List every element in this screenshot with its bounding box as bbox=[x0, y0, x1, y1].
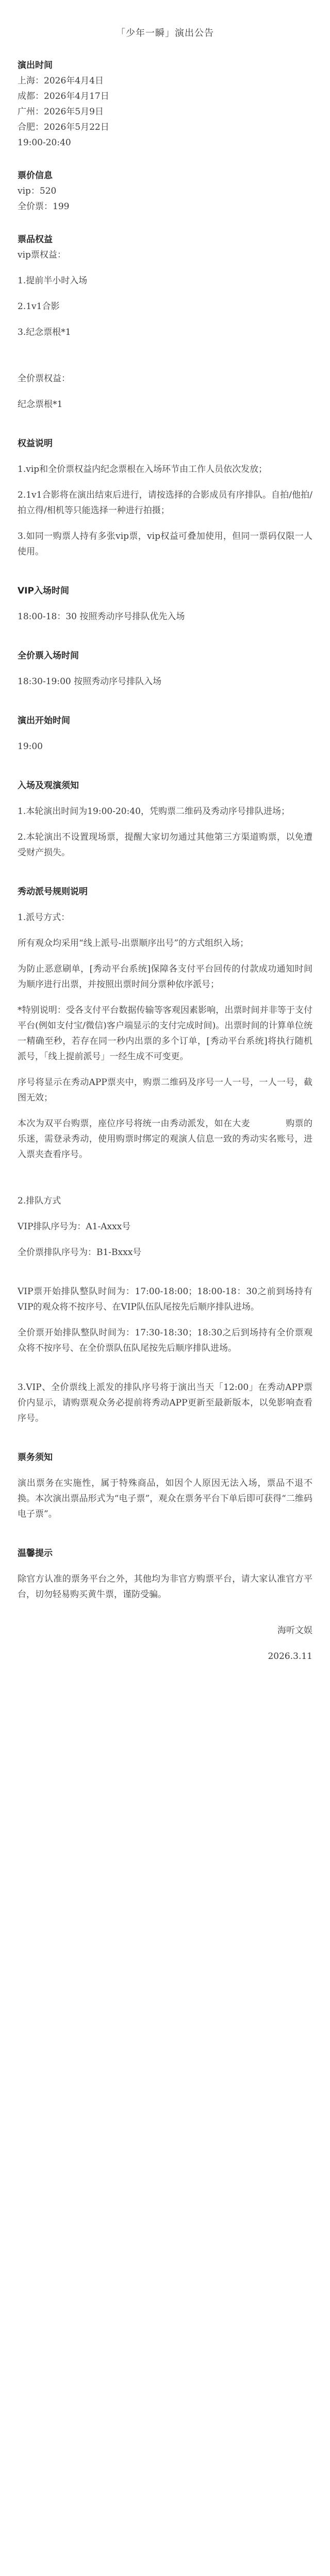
price-full: 全价票：199 bbox=[18, 201, 70, 212]
schedule-time: 19:00-20:40 bbox=[18, 138, 71, 148]
tips-heading: 温馨提示 bbox=[18, 1548, 53, 1558]
start-heading: 演出开始时间 bbox=[18, 716, 70, 726]
notice-item: 1.本轮演出时间为19:00-20:40，凭购票二维码及秀动序号排队进场； bbox=[18, 806, 290, 817]
queue-sub-title: 2.排队方式 bbox=[18, 1196, 61, 1206]
rules-heading: 权益说明 bbox=[18, 438, 53, 449]
queue-paragraph: 为防止恶意刷单，[秀动平台系统]保障各支付平台回传的付款成功通知时间为顺序进行出票，并按照出票时间分票种依序派号； bbox=[18, 964, 312, 990]
schedule-line: 上海：2026年4月4日 bbox=[18, 76, 104, 86]
full-benefit-item: 纪念票根*1 bbox=[18, 399, 63, 410]
queue-paragraph: 序号将显示在秀动APP票夹中，购票二维码及序号一人一号，一人一号，截图无效； bbox=[18, 1077, 312, 1103]
full-benefits-title: 全价票权益： bbox=[18, 374, 70, 384]
queue-paragraph: VIP票开始排队整队时间为：17:00-18:00；18:00-18：30之前到场持有VIP的观众将不按序号、在VIP队伍队尾按先后顺序排队进场。 bbox=[18, 1286, 312, 1312]
queue-paragraph: 全价票开始排队整队时间为：17:30-18:30；18:30之后到场持有全价票观众将不按序号、在全价票队伍队尾按先后顺序排队进场。 bbox=[18, 1328, 312, 1353]
queue-paragraph: 3.VIP、全价票线上派发的排队序号将于演出当天「12:00」在秀动APP票价内显示，请购票观众务必提前将秀动APP更新至最新版本，以免影响查看序号。 bbox=[18, 1382, 312, 1423]
schedule-line: 合肥：2026年5月22日 bbox=[18, 122, 109, 132]
schedule-line: 成都：2026年4月17日 bbox=[18, 91, 109, 101]
start-text: 19:00 bbox=[18, 741, 43, 752]
full-entry-text: 18:30-19:00 按照秀动序号排队入场 bbox=[18, 676, 162, 687]
signature-org: 海听文娱 bbox=[277, 1625, 312, 1636]
vip-entry-heading: VIP入场时间 bbox=[18, 586, 69, 596]
tips-text: 除官方认准的票务平台之外，其他均为非官方购票平台，请大家认准官方平台，切勿轻易购买黄牛票，谨防受骗。 bbox=[18, 1574, 312, 1600]
benefits-heading: 票品权益 bbox=[18, 234, 53, 245]
vip-entry-text: 18:00-18：30 按照秀动序号排队优先入场 bbox=[18, 612, 185, 622]
notice-item: 2.本轮演出不设置现场票，提醒大家切勿通过其他第三方渠道购票，以免遭受财产损失。 bbox=[18, 832, 312, 858]
vip-benefit-item: 1.提前半小时入场 bbox=[18, 276, 88, 286]
rule-item: 2.1v1合影将在演出结束后进行，请按选择的合影成员有序排队。自拍/他拍/拍立得/相机等只能选择一种进行拍摄； bbox=[18, 490, 312, 516]
queue-paragraph: 所有观众均采用“线上派号-出票顺序出号”的方式组织入场； bbox=[18, 938, 249, 948]
vip-benefit-item: 2.1v1合影 bbox=[18, 301, 60, 312]
prices-heading: 票价信息 bbox=[18, 171, 53, 181]
queue-heading: 秀动派号规则说明 bbox=[18, 887, 88, 897]
schedule-line: 广州：2026年5月9日 bbox=[18, 107, 104, 117]
rule-item: 3.如同一购票人持有多张vip票，vip权益可叠加使用，但同一票码仅限一人使用。 bbox=[18, 531, 312, 557]
queue-sub-title: 1.派号方式： bbox=[18, 912, 70, 923]
rule-item: 1.vip和全价票权益内纪念票根在入场环节由工作人员依次发放； bbox=[18, 464, 268, 474]
page-title: 「少年一瞬」演出公告 bbox=[116, 28, 214, 39]
vip-benefit-item: 3.纪念票根*1 bbox=[18, 327, 71, 337]
schedule-heading: 演出时间 bbox=[18, 60, 53, 71]
notice-heading: 入场及观演须知 bbox=[18, 781, 79, 791]
queue-full-range: 全价票排队序号为：B1-Bxxx号 bbox=[18, 1247, 142, 1258]
price-vip: vip：520 bbox=[18, 186, 57, 196]
queue-paragraph: *特别说明：受各支付平台数据传输等客观因素影响，出票时间并非等于支付平台(例如支付宝/微信)客户端显示的支付完成时间)。出票时间的计算单位统一精确至秒，若存在同一秒内出票的多个订单，[秀动平台系统]将执行随机派号，「线上提前派号」一经生成不可变更。 bbox=[18, 1005, 312, 1062]
signature-date: 2026.3.11 bbox=[268, 1651, 312, 1662]
full-entry-heading: 全价票入场时间 bbox=[18, 651, 79, 661]
ticketing-text: 演出票务在实施性，属于特殊商品，如因个人原因无法入场，票品不退不换。本次演出票品形式为“电子票”，观众在票务平台下单后即可获得“二维码电子票”。 bbox=[18, 1478, 312, 1519]
queue-paragraph: 本次为双平台购票，座位序号将统一由秀动派发，如在大麦 购票的乐迷，需登录秀动，使用购票时绑定的观演人信息一致的秀动实名账号，进入票夹查看序号。 bbox=[18, 1118, 312, 1160]
queue-vip-range: VIP排队序号为：A1-Axxx号 bbox=[18, 1222, 131, 1232]
vip-benefits-title: vip票权益： bbox=[18, 250, 66, 260]
ticketing-heading: 票务须知 bbox=[18, 1452, 53, 1463]
